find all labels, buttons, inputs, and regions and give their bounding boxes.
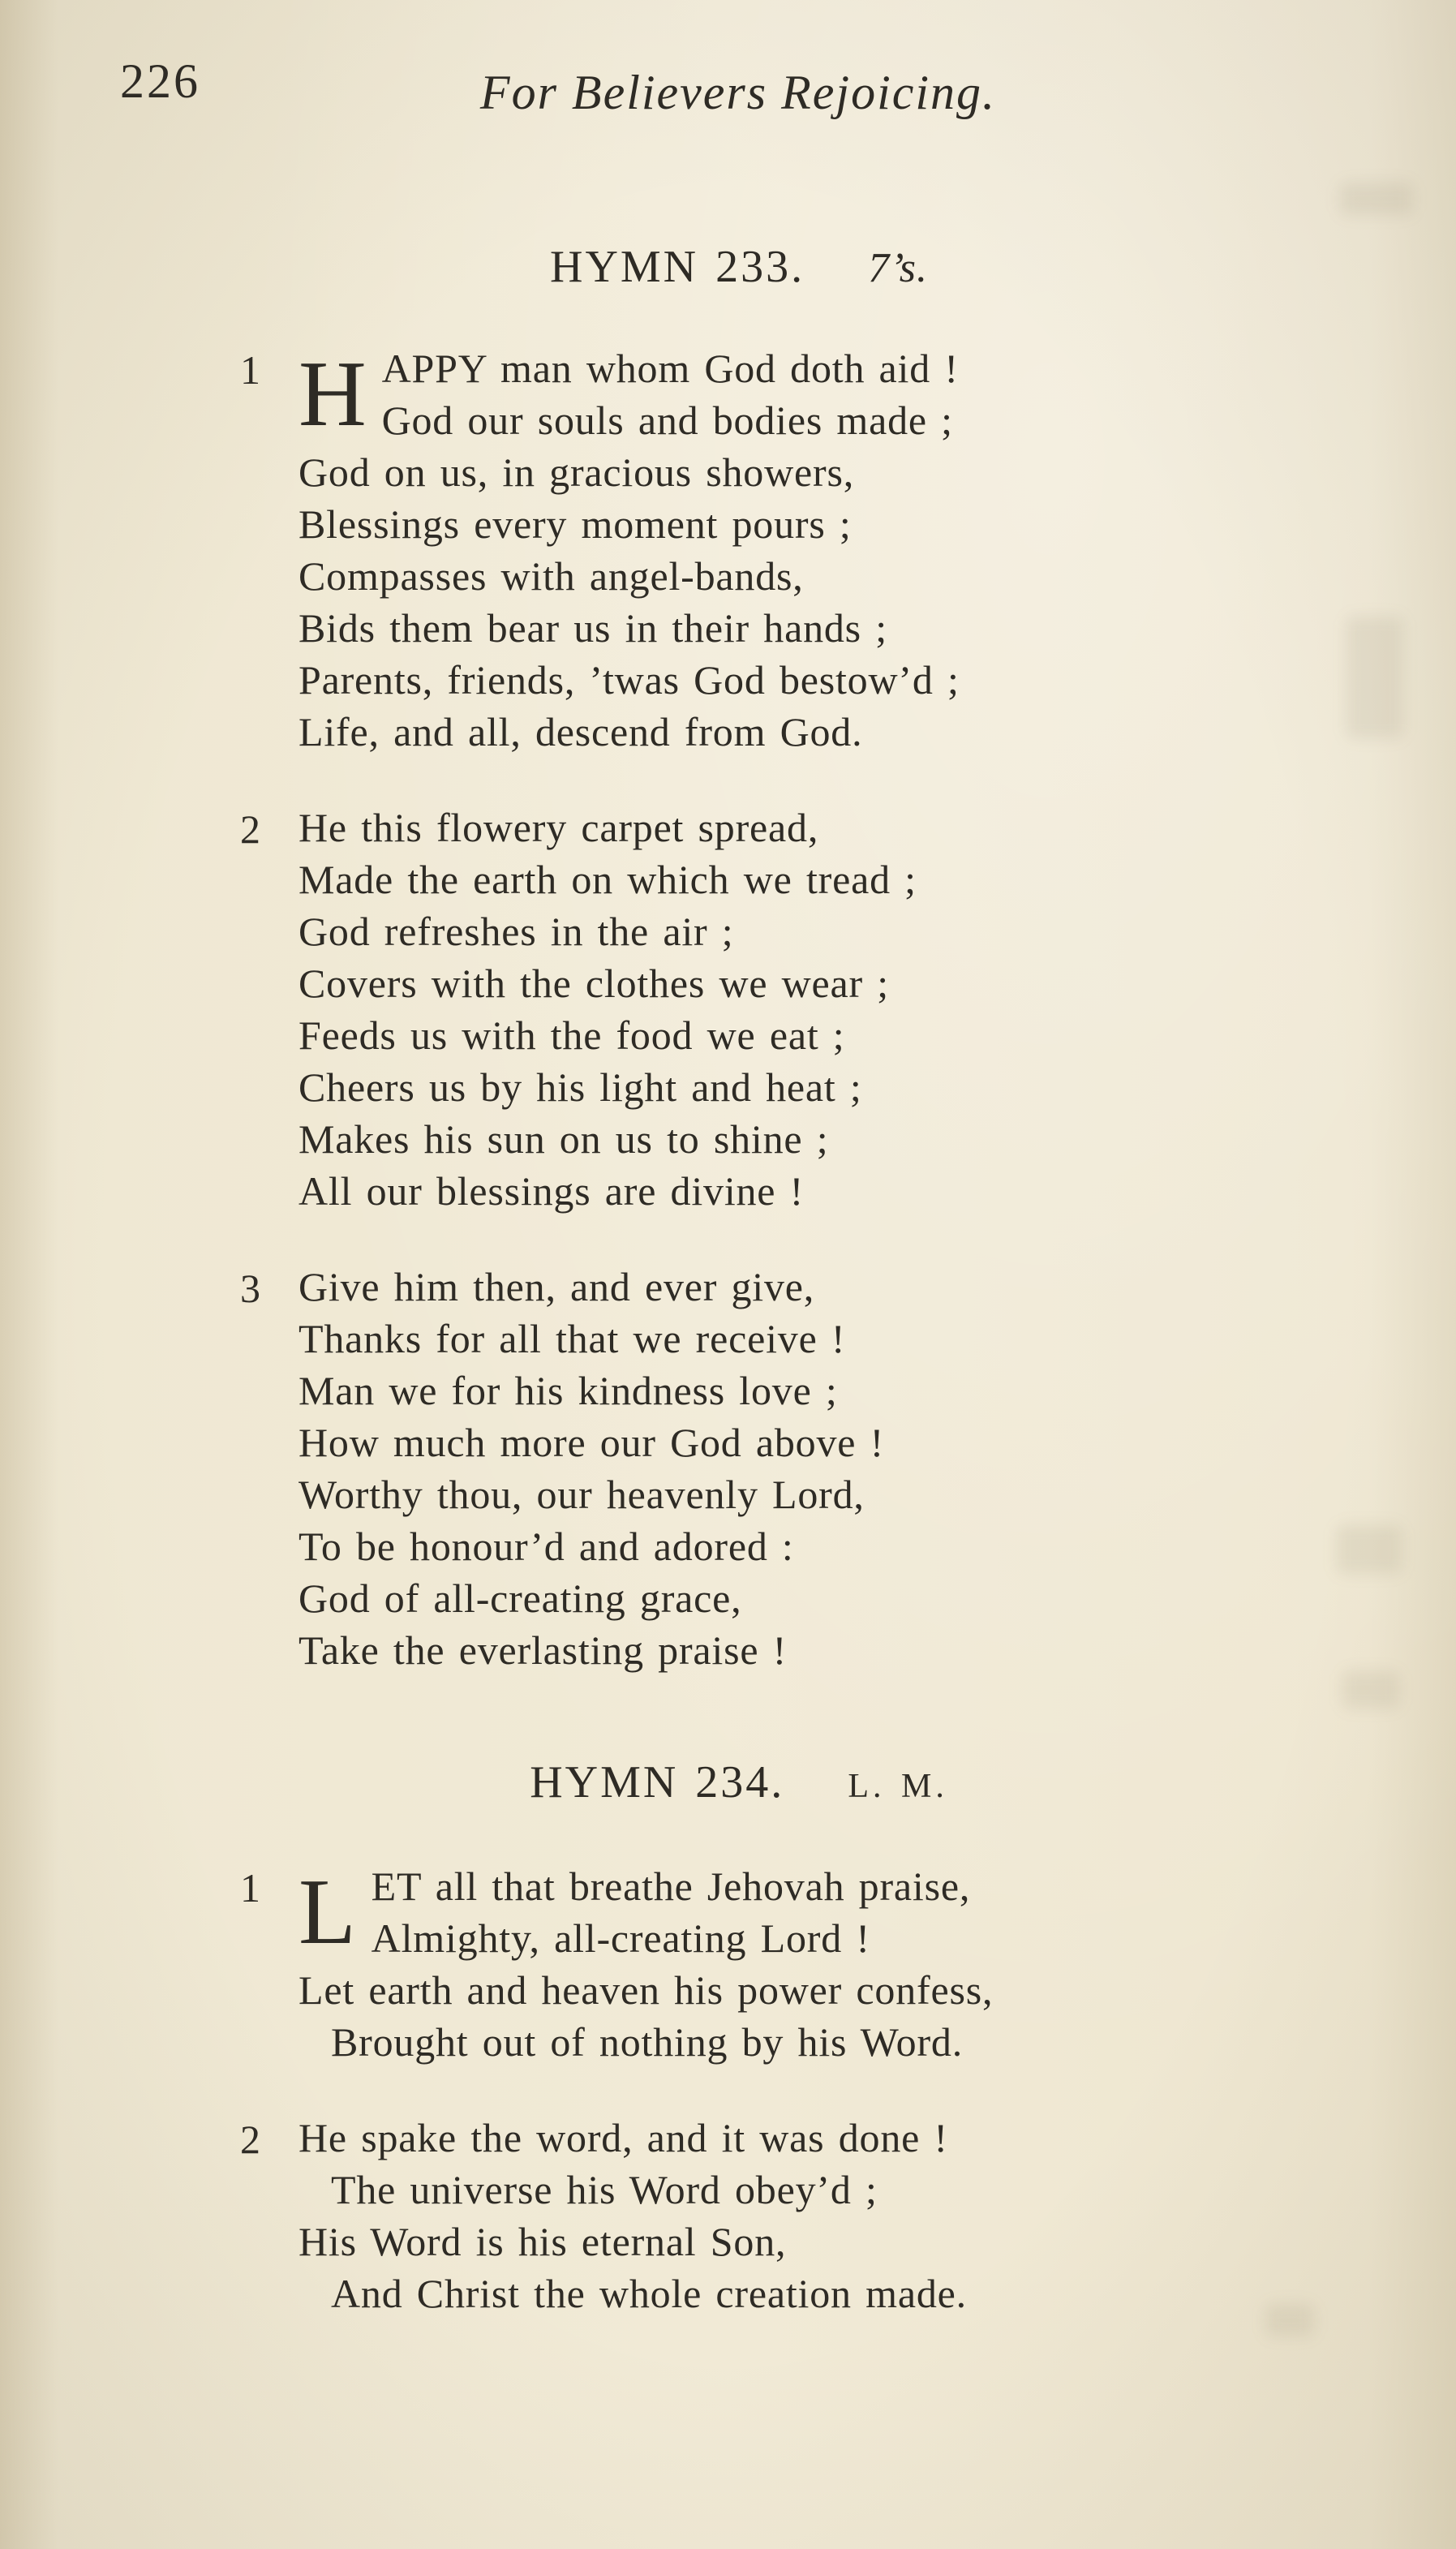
- page-number: 226: [120, 54, 200, 108]
- page-header: [0, 47, 1456, 144]
- verse-line: Feeds us with the food we eat ;: [299, 1012, 845, 1058]
- verse-number: 3: [240, 1266, 261, 1311]
- hymn-list: [240, 203, 1238, 2363]
- verse-line: ET all that breathe Jehovah praise,: [371, 1863, 971, 1909]
- verse-body: [299, 342, 1238, 758]
- verse-number: 1: [240, 1865, 261, 1911]
- hymn-heading: [240, 1754, 1238, 1815]
- verse-line: His Word is his eternal Son,: [299, 2219, 787, 2264]
- verse-line: Covers with the clothes we wear ;: [299, 961, 889, 1006]
- verse-line: Man we for his kindness love ;: [299, 1368, 838, 1413]
- hymn-meter: 7’s.: [868, 245, 928, 291]
- verse-number: 2: [240, 2117, 261, 2162]
- verse-line: God of all-creating grace,: [299, 1575, 742, 1621]
- verse-body: [299, 1261, 1238, 1676]
- verse-line: Cheers us by his light and heat ;: [299, 1064, 862, 1110]
- bleed-through-mark: [1340, 183, 1413, 215]
- hymn-title: HYMN 234.: [530, 1757, 785, 1808]
- verse-line: Parents, friends, ’twas God bestow’d ;: [299, 657, 960, 703]
- verse: [240, 2112, 1238, 2319]
- verse-line: Brought out of nothing by his Word.: [331, 2019, 964, 2065]
- verse-line: How much more our God above !: [299, 1420, 885, 1465]
- dropcap-letter: H: [299, 342, 367, 446]
- verse-line: He spake the word, and it was done !: [299, 2115, 948, 2160]
- verse-line: Almighty, all-creating Lord !: [371, 1915, 870, 1961]
- verse-body: [299, 802, 1238, 1217]
- verse: [240, 802, 1238, 1217]
- verse-line: The universe his Word obey’d ;: [331, 2167, 878, 2212]
- verse-line: He this flowery carpet spread,: [299, 805, 819, 850]
- hymn-section: [240, 1754, 1238, 2319]
- dropcap-letter: L: [299, 1860, 357, 1964]
- verse: [240, 1860, 1238, 2068]
- hymn-meter: L. M.: [848, 1768, 948, 1805]
- bleed-through-mark: [1342, 1671, 1399, 1709]
- verse-line: God refreshes in the air ;: [299, 909, 734, 954]
- verse-body: [299, 2112, 1238, 2319]
- running-title: For Believers Rejoicing.: [479, 66, 997, 119]
- verse-body: [299, 1860, 1238, 2068]
- bleed-through-mark: [1265, 2304, 1314, 2336]
- verse: [240, 342, 1238, 758]
- verse-line: Life, and all, descend from God.: [299, 709, 863, 754]
- verse-line: God our souls and bodies made ;: [381, 398, 953, 443]
- verse-line: Take the everlasting praise !: [299, 1627, 788, 1673]
- hymn-heading: [240, 239, 1238, 297]
- verse-line: Made the earth on which we tread ;: [299, 857, 917, 902]
- verse-line: Compasses with angel-bands,: [299, 553, 804, 599]
- verse-line: APPY man whom God doth aid !: [381, 346, 959, 391]
- verse-line: Thanks for all that we receive !: [299, 1316, 846, 1361]
- verse-line: Bids them bear us in their hands ;: [299, 605, 887, 651]
- verse-line: Makes his sun on us to shine ;: [299, 1116, 829, 1162]
- verse: [240, 1261, 1238, 1676]
- verse-line: Give him then, and ever give,: [299, 1264, 815, 1309]
- verse-number: 1: [240, 347, 261, 393]
- hymn-title: HYMN 233.: [550, 242, 805, 292]
- verse-line: Blessings every moment pours ;: [299, 501, 852, 547]
- verse-line: All our blessings are divine !: [299, 1168, 805, 1214]
- hymn-section: [240, 239, 1238, 1676]
- verse-line: And Christ the whole creation made.: [331, 2271, 967, 2316]
- verse-number: 2: [240, 806, 261, 852]
- bleed-through-mark: [1346, 617, 1403, 738]
- verse-line: Let earth and heaven his power confess,: [299, 1967, 994, 2013]
- verse-line: God on us, in gracious showers,: [299, 449, 855, 495]
- verse-line: To be honour’d and adored :: [299, 1524, 794, 1569]
- verse-line: Worthy thou, our heavenly Lord,: [299, 1472, 865, 1517]
- bleed-through-mark: [1337, 1525, 1402, 1574]
